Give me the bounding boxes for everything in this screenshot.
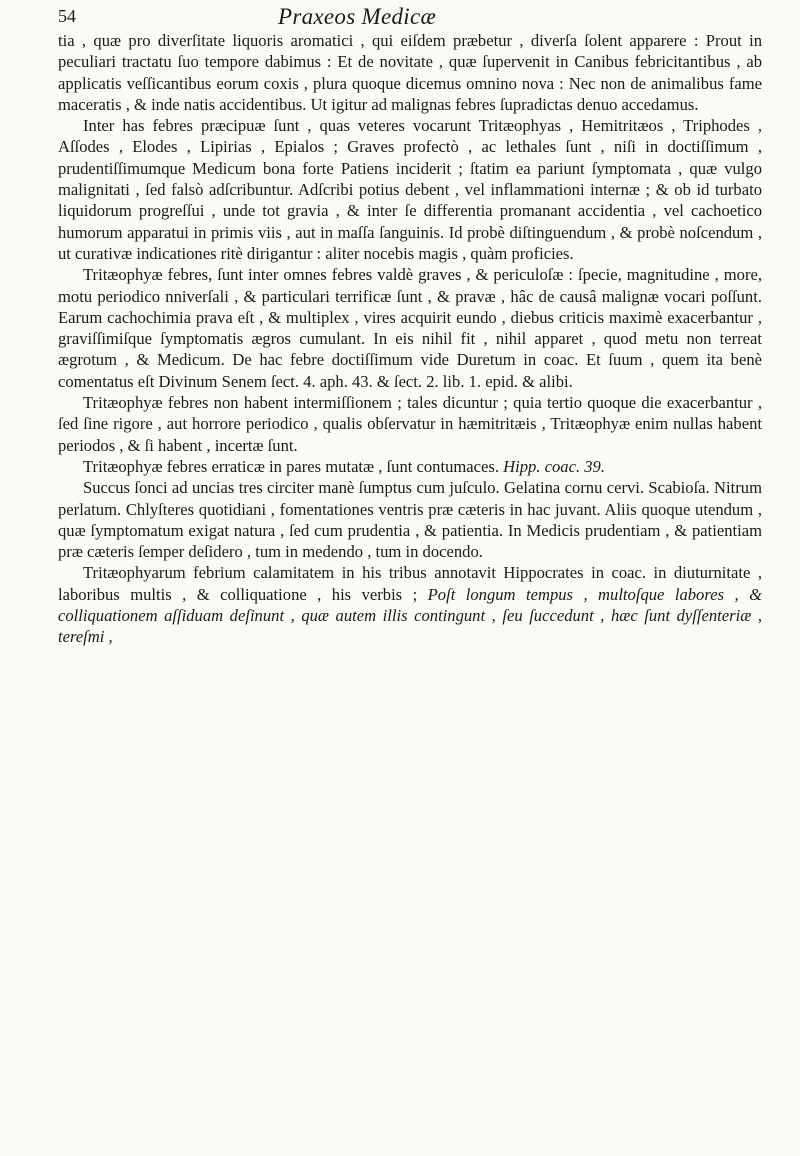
citation-reference: Hipp. coac. 39. [503, 456, 606, 476]
text-body [58, 30, 762, 648]
paragraph-text: Tritæophyarum febrium calamitatem in his tribus annotavit Hippocrates in coac. in diuturnitate , laboribus multis , & colliquatione , his verbis ; [58, 563, 762, 604]
paragraph-continuation [58, 30, 762, 115]
paragraph-text: Tritæophyæ febres erraticæ in pares mutatæ , ſunt contumaces. [83, 456, 499, 476]
paragraph-text: Succus ſonci ad uncias tres circiter manè ſumptus cum juſculo. Gelatina cornu cervi. Scabioſa. Nitrum perlatum. Chlyſteres quotidiani , fomentationes ventris præ cæteris in hac juvant. Aliis quoque utendum , quæ ſymptomatum exigat natura , ſed cum prudentia , & patientia. In Medicis prudentiam , & patientiam præ cæteris ſemper deſidero , tum in medendo , tum in docendo. [58, 478, 762, 562]
paragraph-text: Tritæophyæ febres non habent intermiſſionem ; tales dicuntur ; quia tertio quoque die exacerbantur , ſed ſine rigore , aut horrore periodico , qualis obſervatur in hæmitritæis , Tritæophyæ enim nullas habent periodos , & ſi habent , incertæ ſunt. [58, 393, 762, 455]
paragraph [58, 562, 762, 647]
paragraph-text: Tritæophyæ febres, ſunt inter omnes febres valdè graves , & periculoſæ : ſpecie, magnitudine , more, motu periodico nniverſali , & particulari terrificæ ſunt , & pravæ , hâc de causâ malignæ vocari poſſunt. Earum cachochimia prava eſt , & multiplex , vires acquirit eundo , diebus criticis maximè exacerbantur , graviſſimiſque ſymptomatis ægros cumulant. In eis nihil fit , nihil apparet , quod metu non terreat ægrotum , & Medicum. De hac febre doctiſſimum vide Duretum in coac. Et ſuum , quem ita benè comentatus eſt Divinum Senem ſect. 4. aph. 43. & ſect. 2. lib. 1. epid. & alibi. [58, 265, 762, 391]
paragraph [58, 456, 762, 477]
hippocrates-quote: Poſt longum tempus , multoſque labores , & colliquationem aſſiduam deſinunt , quæ autem illis contingunt , ſeu ſuccedunt , hæc ſunt dyſſenteriæ , tereſmi , [58, 584, 762, 647]
paragraph [58, 477, 762, 562]
paragraph [58, 264, 762, 392]
running-title: Praxeos Medicæ [278, 4, 437, 29]
paragraph [58, 115, 762, 264]
paragraph [58, 392, 762, 456]
paragraph-text: Inter has febres præcipuæ ſunt , quas veteres vocarunt Tritæophyas , Hemitritæos , Triphodes , Aſſodes , Elodes , Lipirias , Epialos ; Graves profectò , ac lethales ſunt , niſi in doctiſſimum , prudentiſſimumque Medicum bona forte Patiens inciderit ; ſtatim ea pariunt ſymptomata , quæ vulgo malignitati , ſed falsò adſcribuntur. Adſcribi potius debent , vel inflammationi internæ ; & ob id turbato liquidorum progreſſui , unde tot gravia , & inter ſe differentia promanant accidentia , vel cachoetico humorum apparatui in primis viis , aut in maſſa ſanguinis. Id probè diſtinguendum , & probè noſcendum , ut curativæ indicationes ritè dirigantur : aliter nocebis magis , quàm proficies. [58, 116, 762, 263]
page-number: 54 [58, 6, 76, 26]
running-header [58, 4, 758, 30]
paragraph-text: tia , quæ pro diverſitate liquoris aromatici , qui eiſdem præbetur , diverſa ſolent apparere : Prout in peculiari tractatu ſuo tempore dabimus : Et de novitate , quæ ſupervenit in Canibus febricitantibus , ab applicatis veſſicantibus eorum coxis , plura quoque dicemus omnino nova : Nec non de animalibus fame maceratis , & inde natis accidentibus. Ut igitur ad malignas febres ſupradictas denuo accedamus. [58, 31, 762, 114]
